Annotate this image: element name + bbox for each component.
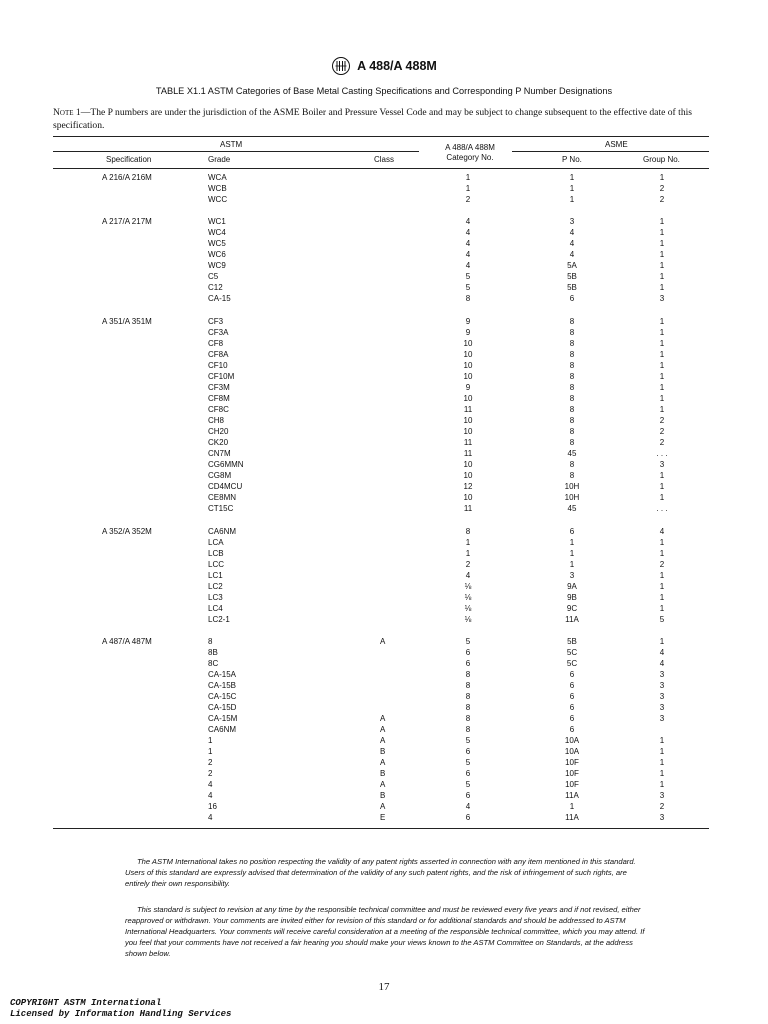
- group-no-cell: 1: [659, 493, 665, 502]
- document-header: [0, 56, 768, 76]
- grade-cell: CA-15A: [208, 670, 237, 679]
- p-no-cell: 4: [569, 239, 575, 248]
- grade-cell: 8: [208, 637, 213, 646]
- grade-column: [208, 526, 236, 625]
- category-cell: ⅛: [464, 615, 472, 624]
- table-bottom-rule: [53, 828, 709, 829]
- grade-cell: CA6NM: [208, 527, 237, 536]
- p-no-cell: 1: [569, 549, 575, 558]
- p-no-cell: 5C: [566, 659, 578, 668]
- p-no-cell: 8: [569, 460, 575, 469]
- category-column: [440, 526, 496, 625]
- group-no-cell: 3: [659, 294, 665, 303]
- p-no-cell: 1: [569, 538, 575, 547]
- p-no-cell: 8: [569, 427, 575, 436]
- grade-cell: WCB: [208, 184, 227, 193]
- grade-cell: WC1: [208, 217, 226, 226]
- grade-cell: CE8MN: [208, 493, 237, 502]
- category-cell: 8: [465, 692, 471, 701]
- category-cell: 4: [465, 217, 471, 226]
- grade-cell: WC6: [208, 250, 226, 259]
- grade-cell: WC4: [208, 228, 226, 237]
- p-no-cell: 5B: [567, 637, 577, 646]
- p-no-cell: 3: [569, 571, 575, 580]
- category-cell: 4: [465, 261, 471, 270]
- category-cell: 9: [465, 317, 471, 326]
- category-cell: 1: [465, 538, 471, 547]
- class-cell: [380, 702, 385, 713]
- document-title: A 488/A 488M: [357, 59, 437, 73]
- category-cell: 10: [463, 361, 473, 370]
- category-cell: 9: [465, 328, 471, 337]
- astm-logo-icon: [331, 56, 351, 76]
- category-cell: 8: [465, 725, 471, 734]
- category-cell: 10: [463, 372, 473, 381]
- p-no-cell: 4: [569, 250, 575, 259]
- p-no-cell: 9B: [567, 593, 577, 602]
- p-no-cell: 4: [569, 228, 575, 237]
- p-no-column: [542, 316, 602, 514]
- group-no-cell: 5: [659, 615, 665, 624]
- group-no-cell: 1: [659, 582, 665, 591]
- category-cell: 6: [465, 747, 471, 756]
- grade-cell: LC4: [208, 604, 223, 613]
- specification-cell: A 352/A 352M: [102, 527, 152, 536]
- group-no-cell: 1: [659, 250, 665, 259]
- group-no-cell: 3: [659, 703, 665, 712]
- category-cell: 5: [465, 736, 471, 745]
- p-no-cell: 5A: [567, 261, 577, 270]
- p-no-column: [542, 216, 602, 304]
- grade-cell: 4: [208, 780, 213, 789]
- category-cell: 10: [463, 493, 473, 502]
- grade-cell: LC1: [208, 571, 223, 580]
- grade-cell: CF10M: [208, 372, 235, 381]
- category-cell: 11: [463, 405, 473, 414]
- p-no-cell: 8: [569, 317, 575, 326]
- category-cell: 5: [465, 780, 471, 789]
- grade-cell: 4: [208, 813, 213, 822]
- specification-cell: A 351/A 351M: [102, 317, 152, 326]
- category-cell: 5: [465, 272, 471, 281]
- grade-cell: CF8M: [208, 394, 230, 403]
- group-no-cell: 1: [659, 383, 665, 392]
- category-cell: 4: [465, 239, 471, 248]
- group-no-column: [632, 216, 692, 304]
- category-cell: 5: [465, 637, 471, 646]
- grade-column: [208, 172, 227, 205]
- class-cell: [380, 658, 385, 669]
- category-cell: 6: [465, 659, 471, 668]
- disclaimer-paragraph: The ASTM International takes no position respecting the validity of any patent rights asserted in connection with any item mentioned in this standard. Users of this standard are expressly advised that determination of the validity of any such patent rights, and the risk of infringement of such rights, are entirely their own responsibility.: [125, 857, 636, 888]
- category-cell: 4: [465, 802, 471, 811]
- grade-cell: CF10: [208, 361, 228, 370]
- group-no-cell: 1: [659, 471, 665, 480]
- class-cell: A: [380, 758, 386, 767]
- note-text: —The P numbers are under the jurisdiction of the ASME Boiler and Pressure Vessel Code and may be subject to change subsequent to the effective date of this specification.: [53, 107, 693, 131]
- p-no-column: [542, 172, 602, 205]
- category-cell: 10: [463, 416, 473, 425]
- grade-cell: WC9: [208, 261, 226, 270]
- p-no-cell: 11A: [565, 813, 579, 822]
- grade-cell: 2: [208, 758, 213, 767]
- class-cell: A: [380, 714, 386, 723]
- p-no-cell: 10H: [564, 482, 580, 491]
- group-no-cell: 4: [659, 659, 665, 668]
- asme-group-header: ASME: [605, 140, 628, 149]
- group-no-cell: 1: [659, 328, 665, 337]
- p-no-cell: 6: [569, 294, 575, 303]
- p-no-cell: 1: [569, 560, 575, 569]
- group-no-cell: 1: [659, 780, 665, 789]
- grade-cell: C5: [208, 272, 219, 281]
- page-number: 17: [378, 981, 390, 993]
- category-cell: 1: [465, 173, 471, 182]
- group-no-cell: 2: [659, 427, 665, 436]
- specification-column: [102, 636, 152, 647]
- group-no-cell: 1: [659, 317, 665, 326]
- group-no-cell: 1: [659, 637, 665, 646]
- grade-cell: CK20: [208, 438, 229, 447]
- category-cell: ⅛: [464, 593, 472, 602]
- category-cell: 11: [463, 449, 473, 458]
- group-no-cell: 1: [659, 482, 665, 491]
- header-bottom-rule: [53, 168, 709, 169]
- p-no-cell: 10A: [564, 736, 580, 745]
- group-no-cell: 1: [659, 228, 665, 237]
- p-no-cell: 10F: [565, 758, 579, 767]
- class-cell: [380, 669, 385, 680]
- category-cell: 8: [465, 527, 471, 536]
- category-cell: 6: [465, 648, 471, 657]
- grade-cell: CA6NM: [208, 725, 237, 734]
- table-caption: TABLE X1.1 ASTM Categories of Base Metal Casting Specifications and Corresponding P Number Designations: [155, 86, 613, 96]
- p-no-header: P No.: [562, 155, 582, 164]
- category-column: [440, 172, 496, 205]
- group-no-cell: 2: [659, 560, 665, 569]
- group-no-cell: [632, 724, 692, 735]
- category-cell: 4: [465, 228, 471, 237]
- category-cell: 8: [465, 670, 471, 679]
- copyright-footer: [10, 998, 231, 1020]
- group-no-cell: 3: [659, 791, 665, 800]
- p-no-cell: 6: [569, 670, 575, 679]
- group-no-cell: 1: [659, 549, 665, 558]
- grade-cell: 4: [208, 791, 213, 800]
- p-no-cell: 6: [569, 725, 575, 734]
- disclaimer-paragraph: This standard is subject to revision at any time by the responsible technical committee and must be reviewed every five years and if not revised, either reapproved or withdrawn. Your comments are invited either for revision of this standard or for additional standards and should be addressed to ASTM International Headquarters. Your comments will receive careful consideration at a meeting of the responsible technical committee, which you may attend. If you feel that your comments have not received a fair hearing you should make your views known to the ASTM Committee on Standards, at the address shown below.: [125, 905, 645, 958]
- p-no-cell: 9A: [567, 582, 577, 591]
- group-no-cell: 1: [659, 405, 665, 414]
- class-cell: A: [380, 802, 386, 811]
- grade-cell: CF3M: [208, 383, 230, 392]
- group-no-cell: 4: [659, 527, 665, 536]
- group-no-column: [632, 316, 692, 514]
- p-no-cell: 5B: [567, 283, 577, 292]
- group-no-cell: 3: [659, 670, 665, 679]
- grade-cell: CH8: [208, 416, 225, 425]
- category-cell: 10: [463, 471, 473, 480]
- grade-cell: CF3: [208, 317, 224, 326]
- group-no-cell: 1: [659, 261, 665, 270]
- grade-cell: CG6MMN: [208, 460, 244, 469]
- group-no-column: [632, 636, 692, 823]
- grade-cell: CF8A: [208, 350, 229, 359]
- group-no-cell: 3: [659, 460, 665, 469]
- specification-column: [102, 172, 152, 183]
- group-no-cell: 1: [659, 173, 665, 182]
- grade-header: Grade: [208, 155, 231, 164]
- p-no-cell: 1: [569, 184, 575, 193]
- p-no-cell: 8: [569, 471, 575, 480]
- category-cell: ⅛: [464, 604, 472, 613]
- p-no-cell: 8: [569, 438, 575, 447]
- note-label: Note 1: [53, 107, 81, 118]
- p-no-cell: 11A: [565, 615, 579, 624]
- p-no-column: [542, 526, 602, 625]
- group-no-cell: 1: [659, 769, 665, 778]
- group-no-cell: 3: [659, 681, 665, 690]
- grade-cell: CF8: [208, 339, 224, 348]
- category-header: [430, 143, 510, 163]
- p-no-cell: 10H: [564, 493, 580, 502]
- grade-cell: CH20: [208, 427, 229, 436]
- grade-cell: CA-15C: [208, 692, 237, 701]
- group-no-cell: 1: [659, 350, 665, 359]
- group-no-cell: 1: [659, 758, 665, 767]
- group-no-cell: . . .: [656, 449, 668, 458]
- grade-cell: WCA: [208, 173, 227, 182]
- group-no-cell: 3: [659, 692, 665, 701]
- p-no-cell: 8: [569, 394, 575, 403]
- astm-group-header: ASTM: [220, 140, 243, 149]
- specification-column: [102, 526, 152, 537]
- p-no-cell: 8: [569, 372, 575, 381]
- specification-cell: A 216/A 216M: [102, 173, 152, 182]
- p-no-cell: 8: [569, 405, 575, 414]
- group-no-cell: 1: [659, 604, 665, 613]
- p-no-cell: 6: [569, 527, 575, 536]
- category-cell: 8: [465, 681, 471, 690]
- category-cell: 9: [465, 383, 471, 392]
- class-cell: [380, 691, 385, 702]
- p-no-cell: 8: [569, 383, 575, 392]
- class-cell: [380, 680, 385, 691]
- group-no-cell: 2: [659, 195, 665, 204]
- grade-cell: 2: [208, 769, 213, 778]
- group-no-cell: 4: [659, 648, 665, 657]
- group-no-cell: 1: [659, 339, 665, 348]
- specification-column: [102, 316, 152, 327]
- p-no-cell: 8: [569, 416, 575, 425]
- category-column: [440, 216, 496, 304]
- grade-cell: 1: [208, 736, 213, 745]
- group-no-cell: 3: [659, 813, 665, 822]
- p-no-cell: 5C: [566, 648, 578, 657]
- group-no-cell: 2: [659, 184, 665, 193]
- p-no-cell: 8: [569, 339, 575, 348]
- category-cell: 6: [465, 813, 471, 822]
- group-no-cell: 1: [659, 239, 665, 248]
- category-cell: 11: [463, 504, 473, 513]
- grade-cell: CG8M: [208, 471, 232, 480]
- p-no-cell: 8: [569, 328, 575, 337]
- category-cell: 10: [463, 394, 473, 403]
- p-no-cell: 5B: [567, 272, 577, 281]
- class-cell: B: [380, 769, 386, 778]
- group-no-cell: 1: [659, 283, 665, 292]
- category-cell: 2: [465, 560, 471, 569]
- specification-cell: A 487/A 487M: [102, 637, 152, 646]
- category-cell: 10: [463, 350, 473, 359]
- p-no-cell: 3: [569, 217, 575, 226]
- p-no-cell: 9C: [566, 604, 578, 613]
- grade-cell: 8C: [208, 659, 219, 668]
- group-no-cell: 1: [659, 571, 665, 580]
- grade-cell: CA-15B: [208, 681, 237, 690]
- p-no-column: [542, 636, 602, 823]
- class-cell: A: [380, 780, 386, 789]
- group-no-cell: 1: [659, 394, 665, 403]
- class-cell: [380, 647, 385, 658]
- category-cell: 6: [465, 769, 471, 778]
- p-no-cell: 1: [569, 173, 575, 182]
- license-line: Licensed by Information Handling Services: [10, 1009, 232, 1019]
- category-cell: 10: [463, 339, 473, 348]
- patent-disclaimer: [125, 856, 645, 889]
- revision-disclaimer: [125, 904, 645, 959]
- group-no-cell: 1: [659, 538, 665, 547]
- p-no-cell: 11A: [565, 791, 579, 800]
- category-column: [440, 316, 496, 514]
- grade-cell: LC2: [208, 582, 223, 591]
- p-no-cell: 6: [569, 692, 575, 701]
- p-no-cell: 6: [569, 714, 575, 723]
- p-no-cell: 10F: [565, 769, 579, 778]
- grade-cell: CF3A: [208, 328, 229, 337]
- grade-cell: LCC: [208, 560, 225, 569]
- p-no-cell: 6: [569, 681, 575, 690]
- category-cell: ⅛: [464, 582, 472, 591]
- grade-cell: 16: [208, 802, 217, 811]
- group-no-cell: 3: [659, 714, 665, 723]
- p-no-cell: 8: [569, 350, 575, 359]
- category-cell: 10: [463, 460, 473, 469]
- grade-cell: CT15C: [208, 504, 234, 513]
- astm-group-rule: [53, 151, 419, 152]
- category-header-line1: A 488/A 488M: [445, 143, 495, 152]
- grade-cell: CN7M: [208, 449, 231, 458]
- group-no-column: [632, 172, 692, 205]
- table-top-rule: [53, 136, 709, 137]
- category-cell: 1: [465, 549, 471, 558]
- specification-column: [102, 216, 152, 227]
- group-no-cell: 2: [659, 802, 665, 811]
- p-no-cell: 1: [569, 195, 575, 204]
- copyright-line: COPYRIGHT ASTM International: [10, 998, 162, 1008]
- grade-cell: LCB: [208, 549, 224, 558]
- class-cell: E: [380, 813, 386, 822]
- grade-column: [208, 636, 237, 823]
- p-no-cell: 45: [567, 449, 577, 458]
- grade-column: [208, 316, 244, 514]
- grade-cell: C12: [208, 283, 223, 292]
- category-cell: 2: [465, 195, 471, 204]
- group-no-cell: . . .: [656, 504, 668, 513]
- group-no-cell: 1: [659, 736, 665, 745]
- class-cell: A: [380, 637, 386, 646]
- group-no-cell: 2: [659, 416, 665, 425]
- specification-cell: A 217/A 217M: [102, 217, 152, 226]
- p-no-cell: 1: [569, 802, 575, 811]
- category-cell: 8: [465, 703, 471, 712]
- group-no-cell: 2: [659, 438, 665, 447]
- grade-cell: CA-15D: [208, 703, 237, 712]
- category-header-line2: Category No.: [446, 153, 494, 162]
- category-cell: 5: [465, 283, 471, 292]
- grade-cell: LCA: [208, 538, 224, 547]
- p-no-cell: 45: [567, 504, 577, 513]
- category-cell: 1: [465, 184, 471, 193]
- grade-cell: LC2-1: [208, 615, 230, 624]
- category-cell: 4: [465, 571, 471, 580]
- p-no-cell: 8: [569, 361, 575, 370]
- grade-cell: 8B: [208, 648, 218, 657]
- p-no-cell: 10F: [565, 780, 579, 789]
- grade-cell: LC3: [208, 593, 223, 602]
- category-cell: 6: [465, 791, 471, 800]
- category-cell: 8: [465, 294, 471, 303]
- grade-cell: 1: [208, 747, 213, 756]
- group-no-cell: 1: [659, 372, 665, 381]
- specification-header: Specification: [106, 155, 152, 164]
- class-cell: B: [380, 791, 386, 800]
- group-no-cell: 1: [659, 272, 665, 281]
- group-no-header: Group No.: [643, 155, 680, 164]
- grade-column: [208, 216, 231, 304]
- grade-cell: CA-15M: [208, 714, 238, 723]
- p-no-cell: 6: [569, 703, 575, 712]
- group-no-cell: 1: [659, 361, 665, 370]
- group-no-column: [632, 526, 692, 625]
- group-no-cell: 1: [659, 217, 665, 226]
- category-cell: 5: [465, 758, 471, 767]
- grade-cell: WC5: [208, 239, 226, 248]
- grade-cell: WCC: [208, 195, 228, 204]
- group-no-cell: 1: [659, 593, 665, 602]
- category-cell: 10: [463, 427, 473, 436]
- class-cell: A: [380, 725, 386, 734]
- category-cell: 12: [463, 482, 473, 491]
- class-header: Class: [374, 155, 395, 164]
- class-cell: A: [380, 736, 386, 745]
- category-cell: 4: [465, 250, 471, 259]
- p-no-cell: 10A: [564, 747, 580, 756]
- class-cell: B: [380, 747, 386, 756]
- category-cell: 11: [463, 438, 473, 447]
- group-no-cell: 1: [659, 747, 665, 756]
- grade-cell: CA-15: [208, 294, 231, 303]
- table-note: [53, 106, 713, 132]
- category-column: [440, 636, 496, 823]
- asme-group-rule: [512, 151, 709, 152]
- grade-cell: CF8C: [208, 405, 229, 414]
- class-column: [380, 636, 385, 823]
- category-cell: 8: [465, 714, 471, 723]
- grade-cell: CD4MCU: [208, 482, 243, 491]
